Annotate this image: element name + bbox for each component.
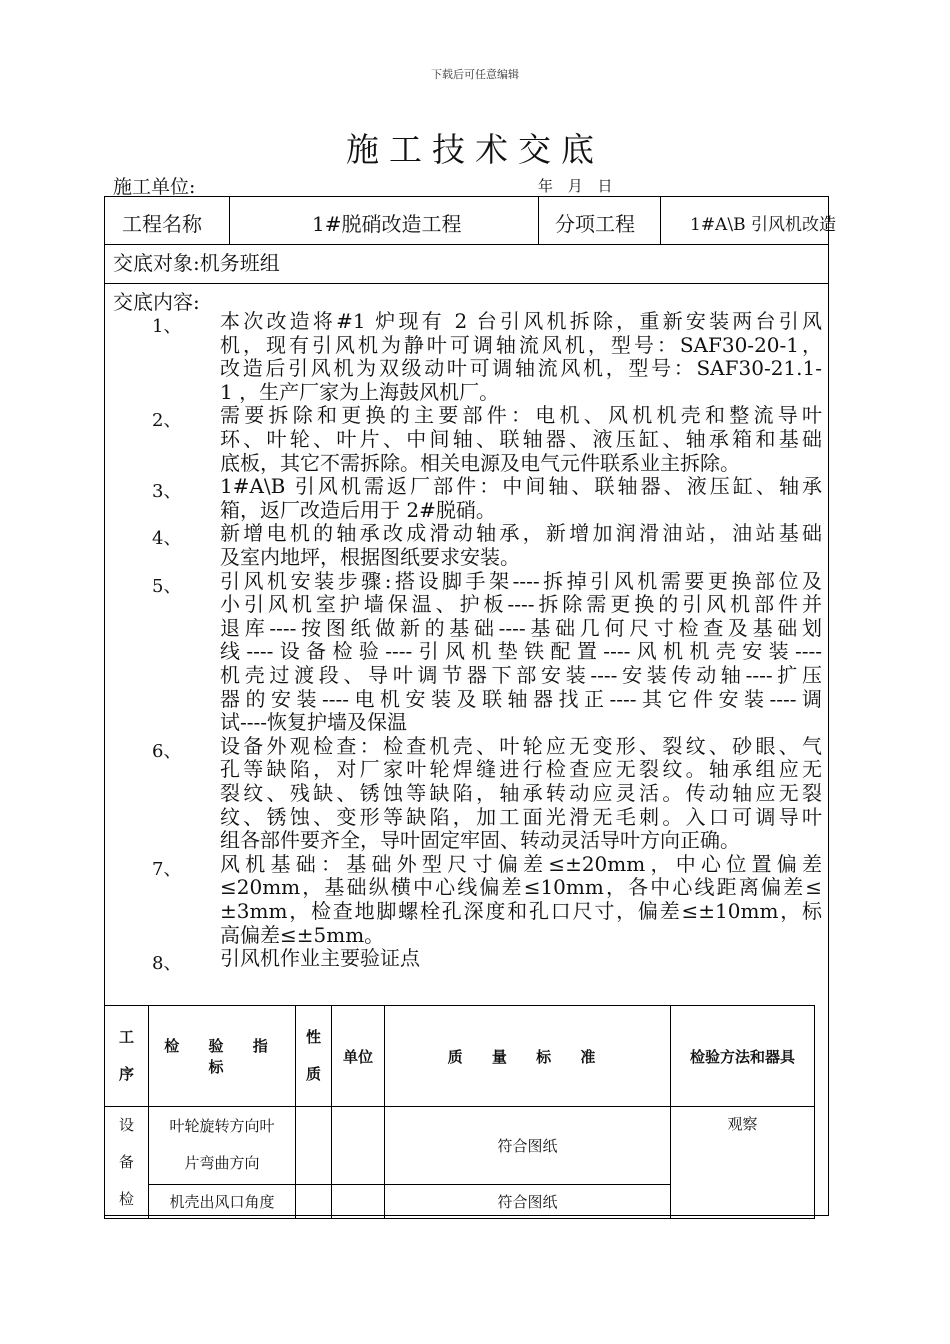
process-cell xyxy=(105,1107,149,1219)
subproject-value: 1#A\B 引风机改造 xyxy=(690,215,836,235)
item-line: 纹、锈蚀、变形等缺陷，加工面光滑无毛刺。入口可调导叶 xyxy=(220,804,822,829)
item-line: 孔等缺陷，对厂家叶轮焊缝进行检查应无裂纹。轴承组应无 xyxy=(220,757,822,782)
method-cell: 观察 xyxy=(671,1107,815,1219)
subproject-label: 分项工程 xyxy=(555,212,635,236)
construction-unit-label: 施工单位: xyxy=(113,176,196,198)
process-char: 检 xyxy=(118,1190,134,1208)
project-name-label: 工程名称 xyxy=(122,212,202,236)
indicator-cell xyxy=(149,1107,296,1185)
item-line: 退库----按图纸做新的基础----基础几何尺寸检查及基础划 xyxy=(220,615,822,640)
col-divider xyxy=(538,196,539,244)
item-number: 4、 xyxy=(152,528,182,550)
download-watermark: 下载后可任意编辑 xyxy=(431,68,519,81)
item-line: 需要拆除和更换的主要部件：电机、风机机壳和整流导叶 xyxy=(220,403,822,428)
item-number: 6、 xyxy=(152,740,182,762)
item-line: 1#A\B 引风机需返厂部件：中间轴、联轴器、液压缸、轴承 xyxy=(220,474,822,499)
standard-cell: 符合图纸 xyxy=(385,1184,671,1218)
item-line: 线----设备检验----引风机垫铁配置----风机机壳安装---- xyxy=(220,639,822,664)
item-line: 高偏差≤±5mm。 xyxy=(220,922,385,947)
inspection-table xyxy=(104,1005,815,1219)
project-name-value: 1#脱硝改造工程 xyxy=(312,212,462,236)
header-method: 检验方法和器具 xyxy=(671,1006,815,1107)
page-title: 施工技术交底 xyxy=(346,130,604,169)
table-row xyxy=(105,1107,815,1185)
header-nature xyxy=(296,1006,332,1107)
header-process-text: 工序 xyxy=(118,1028,134,1083)
item-line: 器的安装----电机安装及联轴器找正----其它件安装----调 xyxy=(220,686,822,711)
content-label: 交底内容: xyxy=(113,290,200,314)
unit-cell xyxy=(332,1107,385,1185)
item-line: 新增电机的轴承改成滑动轴承，新增加润滑油站，油站基础 xyxy=(220,521,822,546)
item-line: 风机基础：基础外型尺寸偏差≤±20mm，中心位置偏差 xyxy=(220,851,822,876)
item-line: 机，现有引风机为静叶可调轴流风机，型号：SAF30-20-1， xyxy=(220,332,822,357)
item-line: 本次改造将#1 炉现有 2 台引风机拆除，重新安装两台引风 xyxy=(220,309,822,333)
nature-cell xyxy=(296,1184,332,1218)
item-line: 环、叶轮、叶片、中间轴、联轴器、液压缸、轴承箱和基础 xyxy=(220,427,822,451)
item-line: 箱，返厂改造后用于 2#脱硝。 xyxy=(220,497,496,522)
briefing-target: 交底对象:机务班组 xyxy=(113,251,280,275)
item-number: 1、 xyxy=(152,316,182,337)
item-line: ≤20mm，基础纵横中心线偏差≤10mm，各中心线距离偏差≤ xyxy=(220,875,822,900)
item-line: 试----恢复护墙及保温 xyxy=(220,710,408,735)
indicator-cell: 机壳出风口角度 xyxy=(149,1184,296,1218)
item-line: ±3mm，检查地脚螺栓孔深度和孔口尺寸，偏差≤±10mm，标 xyxy=(220,899,822,923)
col-divider xyxy=(229,196,230,244)
item-number: 2、 xyxy=(152,410,182,432)
item-line: 改造后引风机为双级动叶可调轴流风机，型号：SAF30-21.1- xyxy=(220,356,822,381)
row-divider xyxy=(104,244,829,245)
item-line: 小引风机室护墙保温、护板----拆除需更换的引风机部件并 xyxy=(220,592,822,617)
item-line: 机壳过渡段、导叶调节器下部安装----安装传动轴----扩压 xyxy=(220,663,822,687)
standard-cell: 符合图纸 xyxy=(385,1107,671,1185)
date-label: 年 月 日 xyxy=(538,177,613,195)
item-line: 裂纹、残缺、锈蚀等缺陷，轴承转动应灵活。传动轴应无裂 xyxy=(220,781,822,805)
nature-cell xyxy=(296,1107,332,1185)
item-line: 及室内地坪，根据图纸要求安装。 xyxy=(220,545,520,569)
header-standard: 质 量 标 准 xyxy=(385,1006,671,1107)
col-divider xyxy=(660,196,661,244)
item-number: 7、 xyxy=(152,858,182,880)
item-line: 引风机安装步骤:搭设脚手架----拆掉引风机需要更换部位及 xyxy=(220,568,822,593)
item-line: 1 ，生产厂家为上海鼓风机厂。 xyxy=(220,379,500,404)
item-line: 组各部件要齐全，导叶固定牢固、转动灵活导叶方向正确。 xyxy=(220,828,740,853)
header-nature-text: 性质 xyxy=(305,1028,321,1083)
indicator-line: 叶轮旋转方向叶 xyxy=(169,1117,275,1136)
process-char: 备 xyxy=(118,1153,134,1171)
header-indicator: 检 验 指 标 xyxy=(149,1006,296,1107)
item-number: 8、 xyxy=(152,953,182,975)
item-line: 设备外观检查：检查机壳、叶轮应无变形、裂纹、砂眼、气 xyxy=(220,733,822,758)
table-header-row xyxy=(105,1006,815,1107)
process-char: 设 xyxy=(118,1116,134,1134)
item-line: 底板，其它不需拆除。相关电源及电气元件联系业主拆除。 xyxy=(220,450,740,475)
item-line: 引风机作业主要验证点 xyxy=(220,946,420,971)
header-unit: 单位 xyxy=(332,1006,385,1107)
item-number: 3、 xyxy=(152,481,182,503)
unit-cell xyxy=(332,1184,385,1218)
item-number: 5、 xyxy=(152,575,182,597)
row-divider xyxy=(104,283,829,284)
header-process xyxy=(105,1006,149,1107)
indicator-line: 片弯曲方向 xyxy=(184,1154,260,1173)
